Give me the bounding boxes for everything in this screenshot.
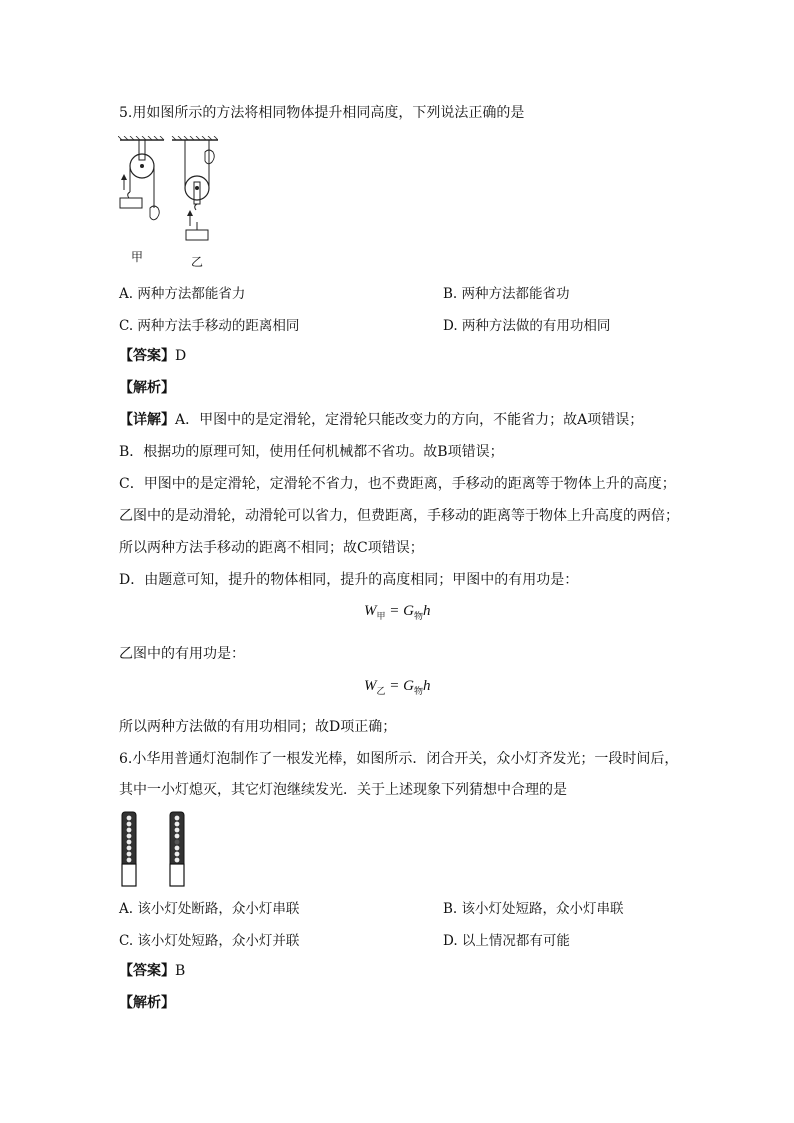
q5-detail-line-5: 所以两种方法手移动的距离不相同；故C项错误；: [119, 540, 424, 556]
question-6-stem-line-2: 其中一小灯熄灭，其它灯泡继续发光．关于上述现象下列猜想中合理的是: [119, 782, 567, 798]
light-rod-diagram: [118, 810, 190, 888]
detail-label: 【详解】: [119, 412, 175, 428]
q5-option-a: A. 两种方法都能省力: [119, 286, 246, 302]
q5-option-d: D. 两种方法做的有用功相同: [443, 318, 611, 334]
q5-analysis-label: 【解析】: [119, 380, 175, 396]
q6-option-c: C. 该小灯处短路，众小灯并联: [119, 933, 300, 949]
q5-detail-line-3: C．甲图中的是定滑轮，定滑轮不省力，也不费距离，手移动的距离等于物体上升的高度；: [119, 476, 676, 492]
q6-option-d: D. 以上情况都有可能: [443, 933, 570, 949]
q5-detail-line-6: D．由题意可知，提升的物体相同，提升的高度相同；甲图中的有用功是：: [119, 572, 579, 588]
q5-option-b: B. 两种方法都能省功: [443, 286, 570, 302]
answer-label: 【答案】: [119, 963, 175, 979]
q5-detail-line-4: 乙图中的是动滑轮，动滑轮可以省力，但费距离，手移动的距离等于物体上升高度的两倍；: [119, 508, 679, 524]
q6-option-a: A. 该小灯处断路，众小灯串联: [119, 901, 300, 917]
q5-detail-line-8: 所以两种方法做的有用功相同；故D项正确；: [119, 719, 397, 735]
answer-value: D: [175, 348, 187, 364]
light-rod-right: [170, 812, 184, 886]
q5-detail-line-1: [119, 411, 643, 429]
q6-answer: [119, 962, 185, 980]
formula-useful-work-jia: $W_甲 = G_物h$: [364, 603, 431, 621]
formula-useful-work-yi: $W_乙 = G_物h$: [364, 678, 431, 696]
q5-option-c: C. 两种方法手移动的距离相同: [119, 318, 300, 334]
question-5-stem: 5.用如图所示的方法将相同物体提升相同高度，下列说法正确的是: [119, 105, 525, 121]
detail-text-a: A．甲图中的是定滑轮，定滑轮只能改变力的方向，不能省力；故A项错误；: [175, 412, 644, 428]
figure-label-yi: 乙: [191, 255, 204, 269]
figure-label-jia: 甲: [131, 250, 144, 264]
light-rod-left: [122, 812, 136, 886]
q5-detail-line-7: 乙图中的有用功是：: [119, 646, 245, 662]
q5-detail-line-2: B．根据功的原理可知，使用任何机械都不省功。故B项错误；: [119, 444, 504, 460]
q5-answer: [119, 347, 186, 365]
pulley-diagram: [118, 136, 218, 266]
movable-pulley-figure: [172, 136, 218, 240]
fixed-pulley-figure: [118, 136, 164, 220]
q6-analysis-label: 【解析】: [119, 995, 175, 1011]
answer-value: B: [175, 963, 186, 979]
question-6-stem-line-1: 6.小华用普通灯泡制作了一根发光棒，如图所示．闭合开关，众小灯齐发光；一段时间后，: [119, 751, 679, 767]
answer-label: 【答案】: [119, 348, 175, 364]
q6-option-b: B. 该小灯处短路，众小灯串联: [443, 901, 624, 917]
